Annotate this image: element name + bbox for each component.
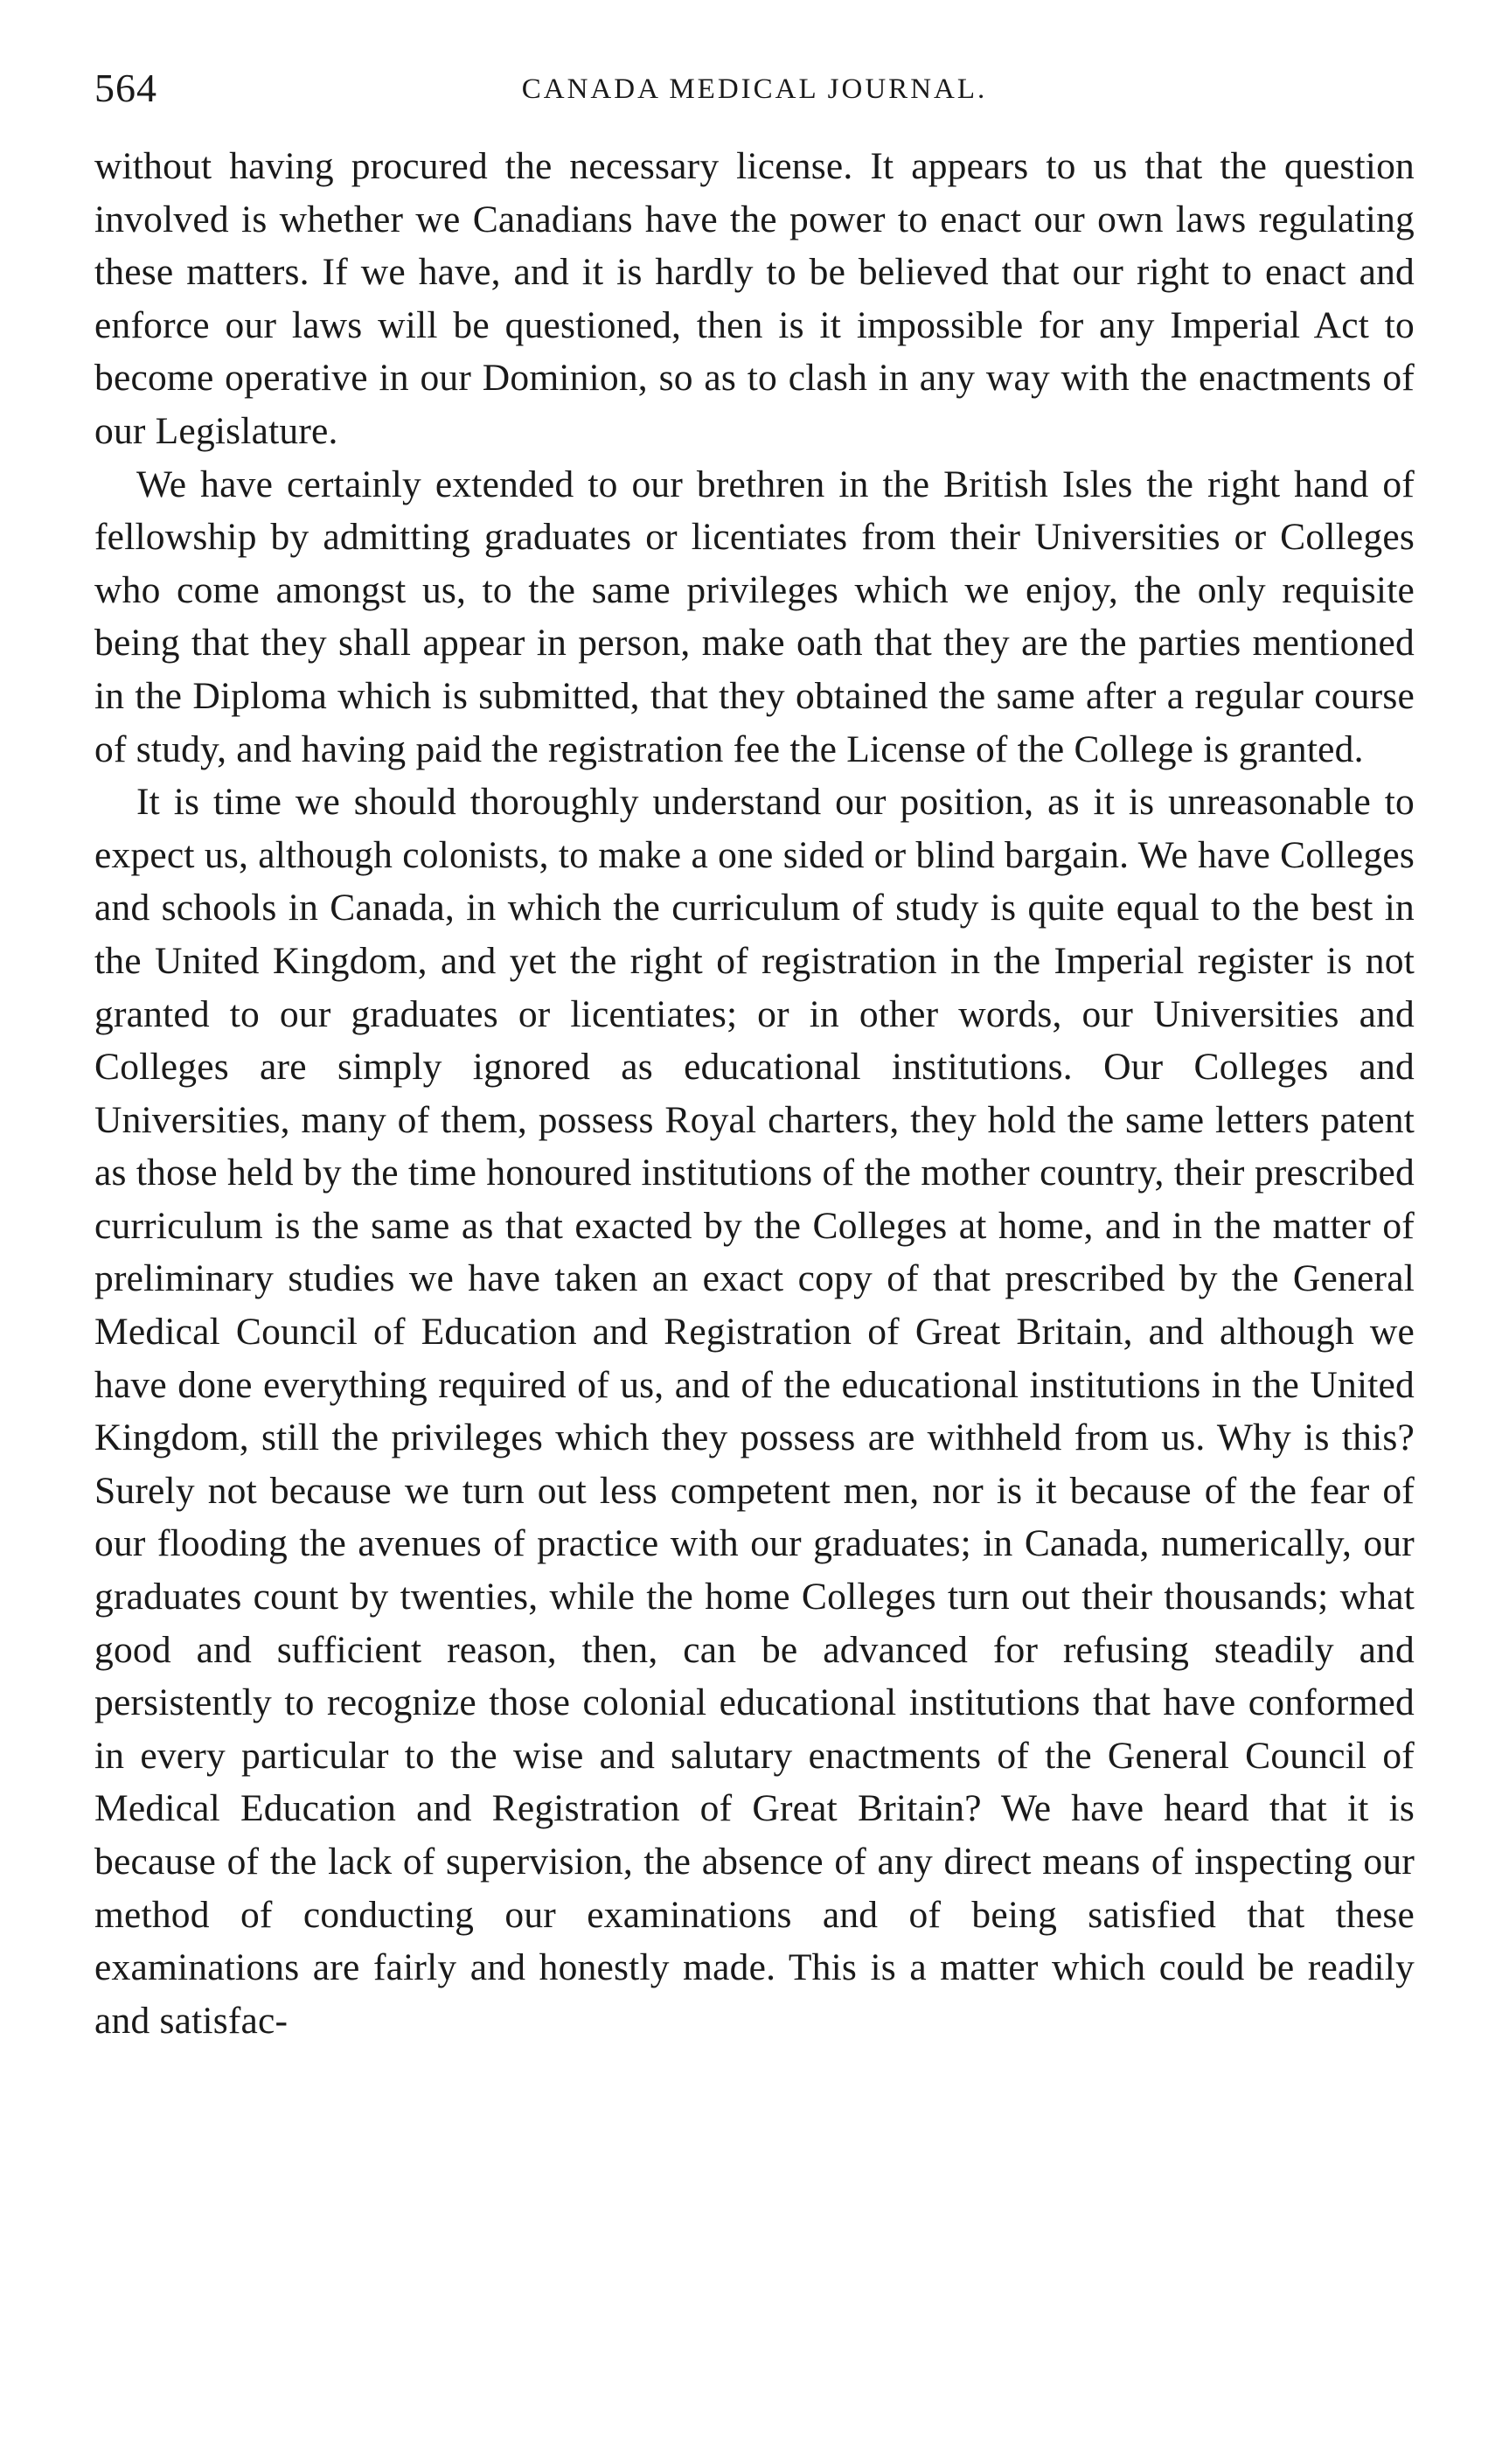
running-head bbox=[94, 61, 1415, 131]
article-body bbox=[94, 140, 1415, 2047]
paragraph-3: It is time we should thoroughly understand our position, as it is unreasonable to expect us, although colonists, to make a one sided or blind bargain. We have Colleges and schools in Canada, in which the curriculum of study is quite equal to the best in the United Kingdom, and yet the right of registration in the Imperial register is not granted to our graduates or licentiates; or in other words, our Universities and Colleges are simply ignored as educational institutions. Our Colleges and Universities, many of them, possess Royal charters, they hold the same letters patent as those held by the time honoured institutions of the mother country, their prescribed curriculum is the same as that exacted by the Colleges at home, and in the matter of preliminary studies we have taken an exact copy of that prescribed by the General Medical Council of Education and Registration of Great Britain, and although we have done everything required of us, and of the educational institutions in the United Kingdom, still the privileges which they possess are withheld from us. Why is this? Surely not because we turn out less competent men, nor is it because of the fear of our flooding the avenues of practice with our graduates; in Canada, numerically, our graduates count by twenties, while the home Colleges turn out their thousands; what good and sufficient reason, then, can be advanced for refusing steadily and persistently to recognize those colonial educational institutions that have conformed in every particular to the wise and salutary enactments of the General Council of Medical Education and Registration of Great Britain? We have heard that it is because of the lack of supervision, the absence of any direct means of inspecting our method of conducting our examinations and of being satisfied that these examinations are fairly and honestly made. This is a matter which could be readily and satisfac- bbox=[94, 781, 1415, 2042]
page-number: 564 bbox=[94, 66, 157, 110]
paragraph-1: without having procured the necessary license. It appears to us that the question involved is whether we Canadians have the power to enact our own laws regulating these matters. If we have, and it is hardly to be believed that our right to enact and enforce our laws will be questioned, then is it impossible for any Imperial Act to become operative in our Dominion, so as to clash in any way with the enactments of our Legislature. bbox=[94, 145, 1415, 452]
journal-title: CANADA MEDICAL JOURNAL. bbox=[521, 73, 988, 105]
paragraph-2: We have certainly extended to our brethren in the British Isles the right hand of fellowship by admitting graduates or licentiates from their Universities or Colleges who come amongst us, to the same privileges which we enjoy, the only requisite being that they shall appear in person, make oath that they are the parties mentioned in the Diploma which is submitted, that they obtained the same after a regular course of study, and having paid the registration fee the License of the College is granted. bbox=[94, 463, 1415, 770]
